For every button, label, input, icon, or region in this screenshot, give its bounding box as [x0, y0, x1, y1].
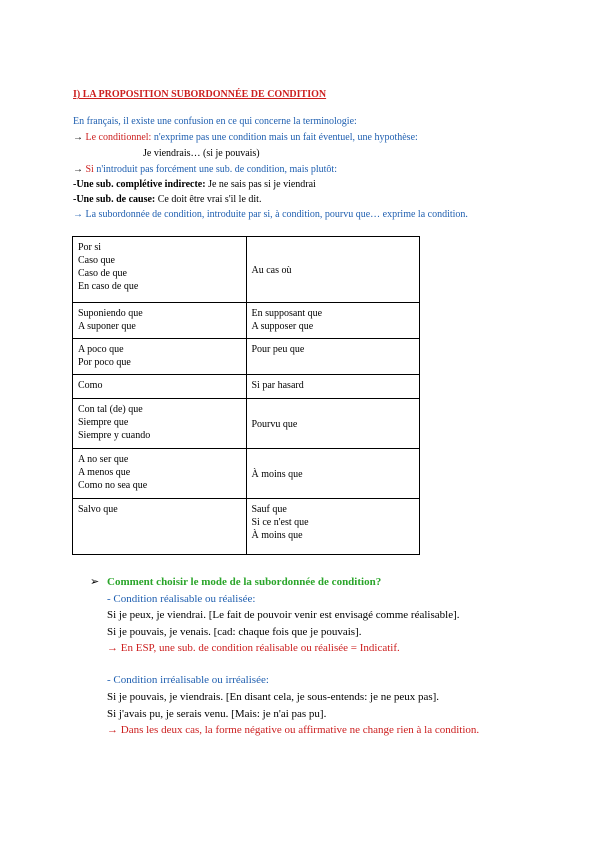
spanish-cell [73, 303, 247, 339]
spanish-expression: Caso que [78, 255, 115, 266]
cause-label: -Une sub. de cause: [73, 194, 156, 205]
french-expression: À moins que [251, 468, 303, 480]
spanish-expression: Siempre que [78, 417, 129, 428]
french-cell [246, 237, 420, 303]
completive-example: Je ne sais pas si je viendrai [205, 179, 316, 190]
spanish-expression: Como [78, 380, 103, 391]
spanish-expression: A poco que [78, 344, 124, 355]
french-expression: Pourvu que [251, 418, 298, 430]
arrow-icon: → [73, 132, 83, 143]
french-expression: Pour peu que [251, 344, 305, 355]
table-row [73, 499, 420, 555]
spanish-expression: Con tal (de) que [78, 404, 143, 415]
spanish-expression: Por poco que [78, 357, 131, 368]
realisable-label: - Condition réalisable ou réalisée: [107, 593, 256, 605]
table-row [73, 375, 420, 399]
realisable-rule: → En ESP, une sub. de condition réalisable ou réalisée = Indicatif. [107, 642, 400, 654]
french-expression: Au cas où [251, 264, 292, 276]
table-row [73, 237, 420, 303]
si-explanation: n'introduit pas forcément une sub. de condition, mais plutôt: [93, 164, 337, 175]
conditionnel-explanation: n'exprime pas une condition mais un fait éventuel, une hypothèse: [151, 132, 418, 143]
table-row [73, 449, 420, 499]
table-row [73, 399, 420, 449]
spanish-expression: Siempre y cuando [78, 430, 151, 441]
spanish-expression: A suponer que [78, 321, 136, 332]
french-expression: Si par hasard [251, 380, 304, 391]
table-row [73, 339, 420, 375]
spanish-cell [73, 339, 247, 375]
spanish-expression: Por si [78, 242, 102, 253]
french-cell [246, 499, 420, 555]
irrealisable-example-2: Si j'avais pu, je serais venu. [Mais: je n'ai pas pu]. [107, 708, 327, 720]
french-cell [246, 339, 420, 375]
spanish-expression: Como no sea que [78, 480, 148, 491]
spanish-cell [73, 449, 247, 499]
intro-text: En français, il existe une confusion en ce qui concerne la terminologie: [73, 116, 357, 127]
si-term: Si [85, 164, 94, 175]
french-expression: En supposant que [251, 308, 323, 319]
spanish-expression: En caso de que [78, 281, 139, 292]
french-expression: A supposer que [251, 321, 314, 332]
spanish-cell [73, 237, 247, 303]
completive-line [73, 178, 316, 191]
conditionnel-line [73, 131, 418, 144]
french-expression: Si ce n'est que [251, 517, 309, 528]
arrow-icon: → [73, 164, 83, 175]
conditionnel-example: Je viendrais… (si je pouvais) [143, 148, 260, 159]
spanish-cell [73, 399, 247, 449]
french-expression: Sauf que [251, 504, 287, 515]
spanish-cell [73, 375, 247, 399]
realisable-example-1: Si je peux, je viendrai. [Le fait de pouvoir venir est envisagé comme réalisable]. [107, 609, 460, 621]
spanish-expression: Salvo que [78, 504, 118, 515]
french-cell [246, 449, 420, 499]
french-expression: À moins que [251, 530, 303, 541]
spanish-cell [73, 499, 247, 555]
section-heading: Comment choisir le mode de la subordonnée de condition? [107, 576, 382, 588]
french-cell [246, 399, 420, 449]
realisable-example-2: Si je pouvais, je venais. [cad: chaque fois que je pouvais]. [107, 626, 362, 638]
table-row [73, 303, 420, 339]
arrow-bullet-icon: ➢ [90, 576, 100, 588]
spanish-expression: Suponiendo que [78, 308, 143, 319]
conditionnel-term: Le conditionnel: [85, 132, 152, 143]
conjunction-table [72, 236, 420, 555]
completive-label: -Une sub. complétive indirecte: [73, 179, 206, 190]
summary-line: → La subordonnée de condition, introduite par si, à condition, pourvu que… exprime la condition. [73, 209, 468, 220]
spanish-expression: A menos que [78, 467, 131, 478]
si-line [73, 163, 337, 176]
spanish-expression: Caso de que [78, 268, 127, 279]
french-cell [246, 375, 420, 399]
cause-example: Ce doit être vrai s'il le dit. [155, 194, 262, 205]
page-title: I) LA PROPOSITION SUBORDONNÉE DE CONDITION [73, 89, 327, 100]
french-cell [246, 303, 420, 339]
irrealisable-rule: → Dans les deux cas, la forme négative ou affirmative ne change rien à la condition. [107, 724, 480, 736]
irrealisable-label: - Condition irréalisable ou irréalisée: [107, 674, 269, 686]
cause-line [73, 193, 261, 206]
spanish-expression: A no ser que [78, 454, 129, 465]
irrealisable-example-1: Si je pouvais, je viendrais. [En disant cela, je sous-entends: je ne peux pas]. [107, 691, 440, 703]
